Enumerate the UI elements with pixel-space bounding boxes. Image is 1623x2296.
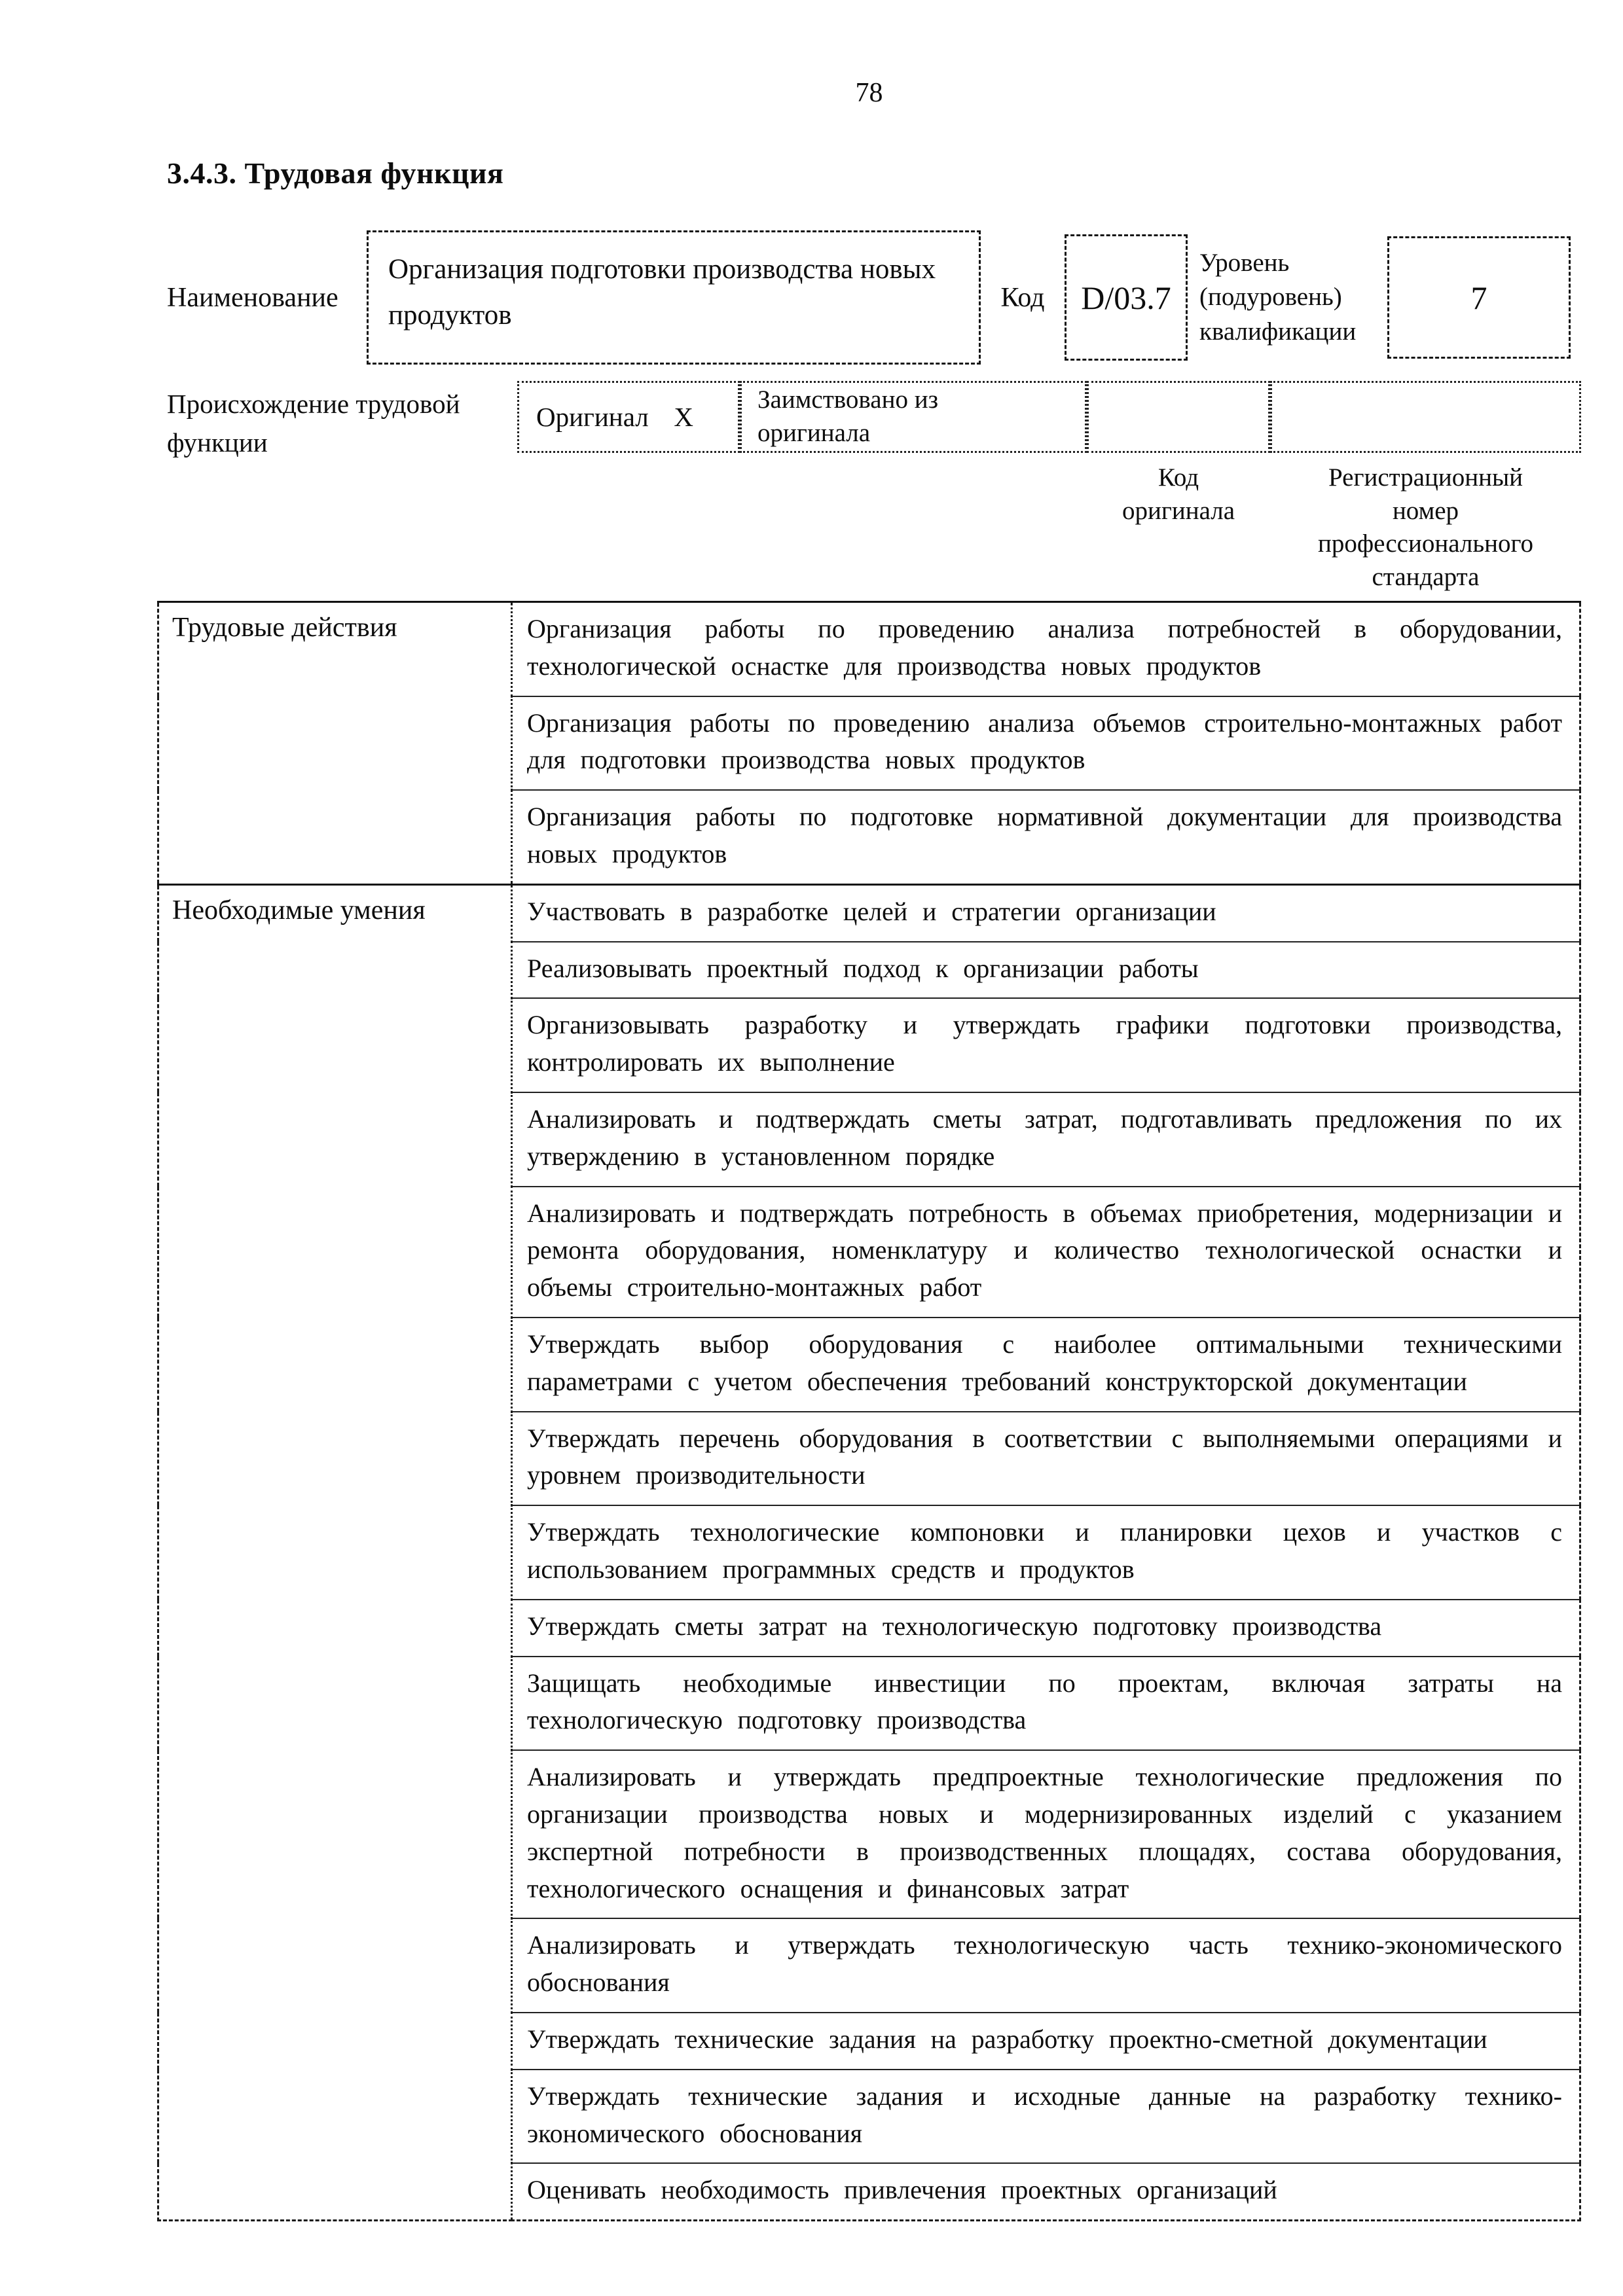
function-name-box: Организация подготовки производства новых продуктов [367,230,981,365]
origin-code-cell [1087,381,1270,453]
required-skills-item: Анализировать и утверждать технологическую часть технико-экономического обоснования [512,1918,1580,2013]
origin-borrowed-cell [740,381,1087,453]
required-skills-item: Утверждать технологические компоновки и планировки цехов и участков с использованием программных средств и продуктов [512,1505,1580,1600]
labor-actions-item: Организация работы по проведению анализа потребностей в оборудовании, технологической оснастке для производства новых продуктов [512,602,1580,696]
required-skills-item: Реализовывать проектный подход к организации работы [512,942,1580,999]
labor-function-table [157,601,1581,2221]
labor-actions-item: Организация работы по проведению анализа объемов строительно-монтажных работ для подготовки производства новых продуктов [512,696,1580,791]
registration-number-label: Регистрационный номер профессионального стандарта [1317,463,1534,592]
function-name-row [167,230,1571,365]
qualification-level-label: Уровень (подуровень) квалификации [1199,248,1357,346]
required-skills-item: Организовывать разработку и утверждать графики подготовки производства, контролировать их выполнение [512,998,1580,1092]
qualification-level-box: 7 [1387,236,1571,359]
required-skills-item: Утверждать выбор оборудования с наиболее оптимальными техническими параметрами с учетом обеспечения требований конструкторской документации [512,1318,1580,1412]
required-skills-label: Необходимые умения [158,884,512,2220]
origin-original-cell [517,381,740,453]
required-skills-item: Утверждать технические задания и исходные данные на разработку технико-экономического обоснования [512,2070,1580,2164]
original-mark: X [674,402,693,432]
origin-cells [517,381,1581,453]
required-skills-item: Утверждать перечень оборудования в соответствии с выполняемыми операциями и уровнем производительности [512,1412,1580,1506]
origin-registration-cell [1270,381,1581,453]
section-heading: 3.4.3. Трудовая функция [167,156,504,190]
required-skills-item: Утверждать технические задания на разработку проектно-сметной документации [512,2013,1580,2070]
original-code-label: Код оригинала [1122,463,1235,525]
tf-table-body [158,602,1580,2221]
function-code-box: D/03.7 [1065,234,1188,361]
labor-actions-label: Трудовые действия [158,602,512,885]
required-skills-item: Анализировать и подтверждать сметы затрат, подготавливать предложения по их утверждению в установленном порядке [512,1092,1580,1187]
original-label: Оригинал [536,402,649,432]
code-label: Код [1000,282,1045,313]
required-skills-item: Защищать необходимые инвестиции по проектам, включая затраты на технологическую подготовку производства [512,1657,1580,1751]
page-number: 78 [855,78,883,108]
name-label: Наименование [167,282,338,313]
origin-label: Происхождение трудовой функции [167,389,460,458]
table-row [158,602,1580,696]
required-skills-item: Оценивать необходимость привлечения проектных организаций [512,2163,1580,2220]
borrowed-label: Заимствовано из оригинала [757,386,939,447]
table-row [158,884,1580,941]
labor-actions-item: Организация работы по подготовке нормативной документации для производства новых продуктов [512,790,1580,884]
required-skills-item: Утверждать сметы затрат на технологическую подготовку производства [512,1600,1580,1657]
function-origin-row [167,381,1581,463]
required-skills-item: Анализировать и подтверждать потребность в объемах приобретения, модернизации и ремонта оборудования, номенклатуру и количество технологической оснастки и объемы строительно-монтажных работ [512,1187,1580,1318]
required-skills-item: Анализировать и утверждать предпроектные технологические предложения по организации производства новых и модернизированных изделий с указанием экспертной потребности в производственных площадях, состава оборудования, технологического оснащения и финансовых затрат [512,1750,1580,1918]
required-skills-item: Участвовать в разработке целей и стратегии организации [512,884,1580,941]
